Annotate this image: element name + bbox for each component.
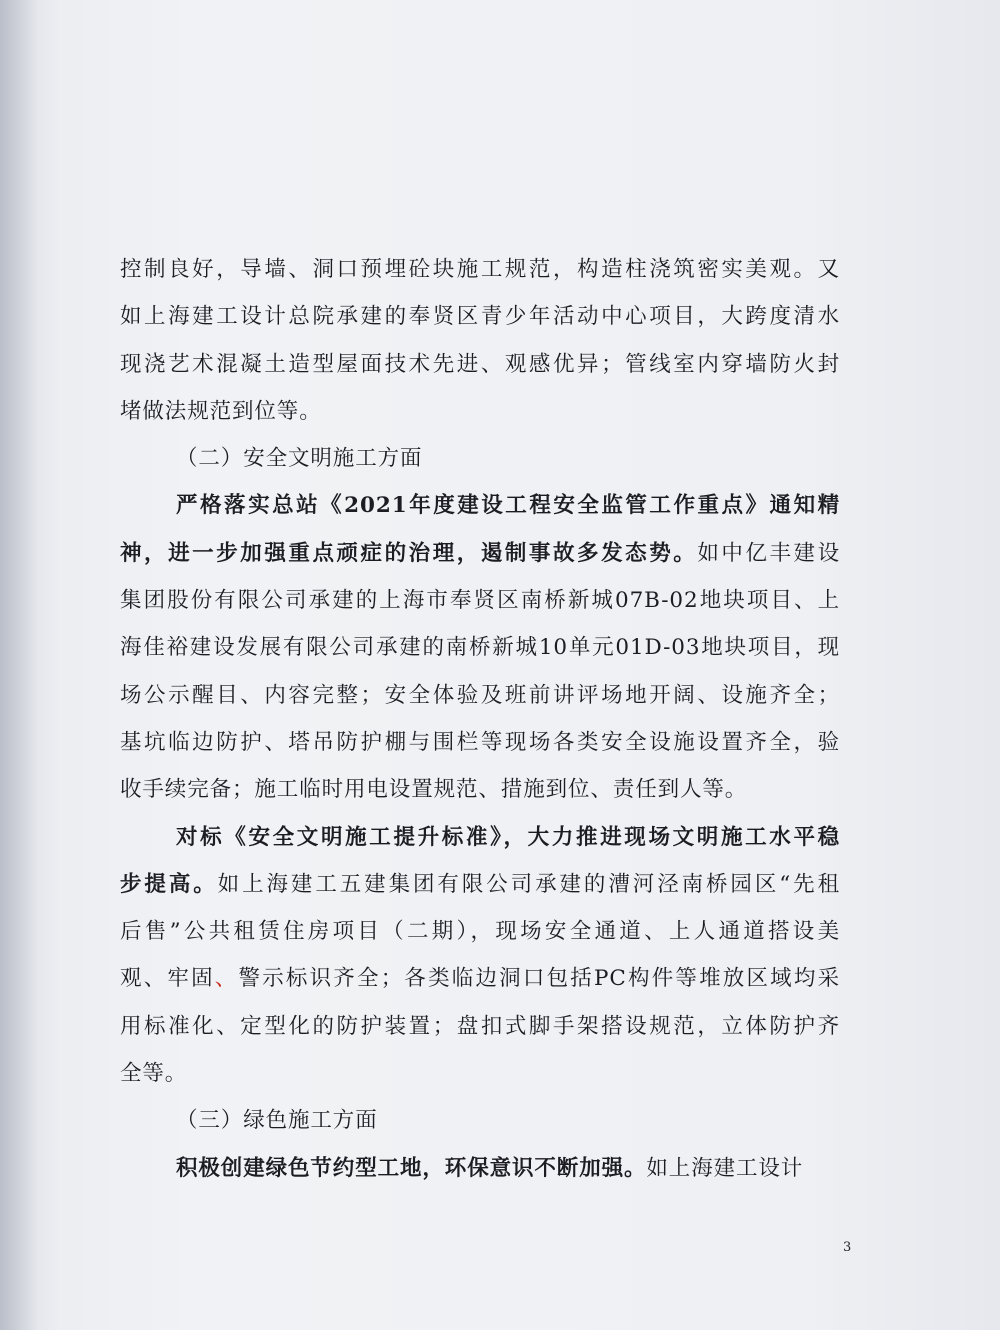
text-line: 海佳裕建设发展有限公司承建的南桥新城10单元01D-03地块项目，现 — [120, 635, 840, 661]
bold-segment: 神，进一步加强重点顽症的治理，遏制事故多发态势。 — [120, 540, 698, 566]
section-heading-3: （三）绿色施工方面 — [176, 1108, 378, 1134]
text-line: 控制良好，导墙、洞口预埋砼块施工规范，构造柱浇筑密实美观。又 — [120, 257, 840, 282]
bold-lead-line: 严格落实总站《2021年度建设工程安全监管工作重点》通知精 — [176, 493, 840, 519]
document-body — [120, 246, 840, 1192]
plain-segment: 如上海建工五建集团有限公司承建的漕河泾南桥园区“先租 — [217, 871, 840, 897]
text-line-mixed — [120, 530, 840, 577]
plain-segment: 如中亿丰建设 — [697, 540, 841, 566]
binding-shadow — [0, 0, 38, 1330]
text-line: 后售”公共租赁住房项目（二期），现场安全通道、上人通道搭设美 — [120, 919, 840, 945]
bold-segment: 步提高。 — [120, 871, 218, 897]
plain-segment: 如上海建工设计 — [646, 1155, 804, 1181]
text-line: 现浇艺术混凝土造型屋面技术先进、观感优异；管线室内穿墙防火封 — [120, 351, 840, 377]
text-line: 堵做法规范到位等。 — [120, 398, 322, 424]
text-line: 集团股份有限公司承建的上海市奉贤区南桥新城07B-02地块项目、上 — [120, 588, 840, 614]
text-line: 场公示醒目、内容完整；安全体验及班前讲评场地开阔、设施齐全； — [120, 682, 840, 708]
text-line: 收手续完备；施工临时用电设置规范、措施到位、责任到人等。 — [120, 777, 748, 803]
text-line: 用标准化、定型化的防护装置；盘扣式脚手架搭设规范，立体防护齐 — [120, 1013, 840, 1039]
text-line-mixed — [120, 861, 840, 908]
plain-segment: 观、牢固 — [120, 966, 215, 992]
bold-segment: 积极创建绿色节约型工地，环保意识不断加强。 — [176, 1155, 647, 1181]
text-line-mixed — [120, 1145, 840, 1192]
red-mark: 、 — [214, 966, 239, 992]
text-line: 如上海建工设计总院承建的奉贤区青少年活动中心项目，大跨度清水 — [120, 304, 840, 330]
text-line-redmark — [120, 955, 840, 1002]
text-line: 基坑临边防护、塔吊防护棚与围栏等现场各类安全设施设置齐全，验 — [120, 729, 840, 755]
plain-segment: 警示标识齐全；各类临边洞口包括PC构件等堆放区域均采 — [238, 966, 840, 992]
section-heading-2: （二）安全文明施工方面 — [176, 446, 423, 472]
bold-lead-line: 对标《安全文明施工提升标准》，大力推进现场文明施工水平稳 — [176, 824, 840, 850]
text-line: 全等。 — [120, 1061, 188, 1087]
page-number: 3 — [843, 1240, 852, 1255]
